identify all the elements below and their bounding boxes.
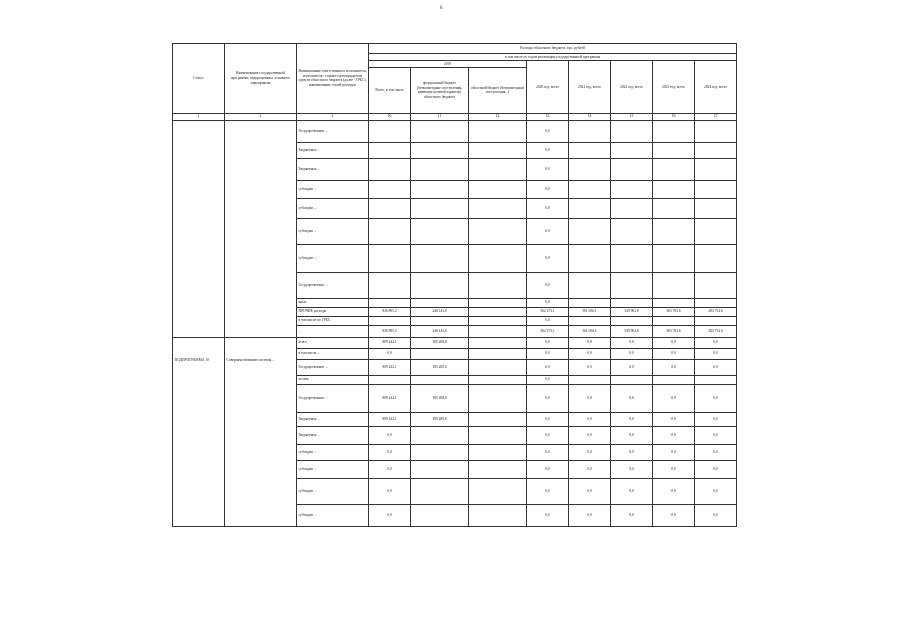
value-cell: 0,0 xyxy=(527,120,569,142)
value-cell: 283 754,6 xyxy=(695,325,737,337)
value-cell xyxy=(695,218,737,244)
value-cell: 0,0 xyxy=(569,384,611,412)
value-cell xyxy=(469,460,527,478)
header-2023: 2023 год, всего xyxy=(653,61,695,114)
value-cell: 0,0 xyxy=(527,426,569,444)
value-cell xyxy=(411,375,469,384)
value-cell: 0,0 xyxy=(695,426,737,444)
value-cell xyxy=(369,158,411,180)
value-cell: 0,0 xyxy=(369,504,411,526)
value-cell: 0,0 xyxy=(369,444,411,460)
value-cell xyxy=(411,444,469,460)
value-cell xyxy=(611,244,653,272)
value-cell xyxy=(469,325,527,337)
row-label: ПРОЧИЕ расходы xyxy=(297,307,369,316)
value-cell: 0,0 xyxy=(653,359,695,375)
row-label: Бюджетные ... xyxy=(297,412,369,426)
row-label: Бюджетные ... xyxy=(297,426,369,444)
row-label: субсидии ... xyxy=(297,180,369,198)
value-cell xyxy=(469,426,527,444)
value-cell: 562 273,1 xyxy=(527,325,569,337)
value-cell xyxy=(653,198,695,218)
header-2019: 2019 xyxy=(369,61,527,68)
header-2020: 2020 год, всего xyxy=(527,61,569,114)
value-cell xyxy=(411,218,469,244)
value-cell: 0,0 xyxy=(569,426,611,444)
value-cell xyxy=(653,375,695,384)
value-cell xyxy=(695,316,737,325)
col-num: 12 xyxy=(469,113,527,120)
value-cell xyxy=(695,375,737,384)
value-cell xyxy=(469,218,527,244)
value-cell: 0,0 xyxy=(611,478,653,504)
header-total: Всего, в том числе xyxy=(369,67,411,113)
value-cell xyxy=(469,359,527,375)
value-cell: 283 754,6 xyxy=(695,307,737,316)
value-cell xyxy=(469,158,527,180)
value-cell xyxy=(469,384,527,412)
header-2021: 2021 год, всего xyxy=(569,61,611,114)
value-cell: 0,0 xyxy=(569,460,611,478)
value-cell: 0,0 xyxy=(527,359,569,375)
value-cell: 185 200,0 xyxy=(411,359,469,375)
value-cell xyxy=(411,348,469,359)
value-cell: 0,0 xyxy=(569,412,611,426)
col-num: 1 xyxy=(173,113,225,120)
value-cell xyxy=(411,180,469,198)
col-num: 17 xyxy=(695,113,737,120)
value-cell xyxy=(611,142,653,158)
value-cell: 0,0 xyxy=(527,348,569,359)
row-label: всего xyxy=(297,337,369,348)
header-2024: 2024 год, всего xyxy=(695,61,737,114)
value-cell: 0,0 xyxy=(611,348,653,359)
row-label: иные xyxy=(297,298,369,307)
value-cell xyxy=(411,298,469,307)
value-cell: 0,0 xyxy=(527,316,569,325)
value-cell: 0,0 xyxy=(527,180,569,198)
value-cell: 0,0 xyxy=(653,478,695,504)
value-cell xyxy=(411,120,469,142)
row-label: в том числе по ГРБС: xyxy=(297,316,369,325)
value-cell: 0,0 xyxy=(569,504,611,526)
value-cell xyxy=(369,298,411,307)
value-cell xyxy=(611,180,653,198)
value-cell: 0,0 xyxy=(527,198,569,218)
value-cell: 0,0 xyxy=(653,337,695,348)
value-cell xyxy=(369,142,411,158)
status-cell xyxy=(173,120,225,337)
value-cell xyxy=(469,180,527,198)
value-cell: 0,0 xyxy=(653,426,695,444)
value-cell xyxy=(369,244,411,272)
value-cell xyxy=(469,272,527,298)
value-cell: 0,0 xyxy=(569,478,611,504)
value-cell: 0,0 xyxy=(653,384,695,412)
value-cell xyxy=(411,426,469,444)
value-cell: 0,0 xyxy=(695,412,737,426)
value-cell: 809 242,1 xyxy=(369,337,411,348)
budget-table xyxy=(172,43,737,527)
col-num: 10 xyxy=(369,113,411,120)
value-cell: 0,0 xyxy=(653,412,695,426)
row-label: субсидии ... xyxy=(297,444,369,460)
value-cell xyxy=(569,120,611,142)
table-row xyxy=(173,120,737,142)
value-cell xyxy=(369,120,411,142)
value-cell xyxy=(369,180,411,198)
col-num: 16 xyxy=(653,113,695,120)
value-cell: 185 200,0 xyxy=(411,412,469,426)
col-num: 2 xyxy=(225,113,297,120)
value-cell xyxy=(411,504,469,526)
value-cell xyxy=(569,158,611,180)
col-num: 13 xyxy=(527,113,569,120)
value-cell xyxy=(469,348,527,359)
row-label: субсидии ... xyxy=(297,218,369,244)
value-cell xyxy=(611,218,653,244)
value-cell: 0,0 xyxy=(695,348,737,359)
header-name: Наименование государственной программы, подпрограммы, основного мероприятия xyxy=(225,44,297,114)
value-cell xyxy=(569,142,611,158)
value-cell xyxy=(653,316,695,325)
program-status: ПОДПРОГРАММА 10 xyxy=(173,337,225,526)
value-cell: 383 765,6 xyxy=(653,325,695,337)
row-label: Государственное ... xyxy=(297,272,369,298)
value-cell xyxy=(411,272,469,298)
row-label: Государственное ... xyxy=(297,120,369,142)
value-cell xyxy=(611,375,653,384)
value-cell xyxy=(411,460,469,478)
value-cell xyxy=(411,198,469,218)
value-cell: 0,0 xyxy=(653,504,695,526)
value-cell: 809 242,1 xyxy=(369,412,411,426)
value-cell: 0,0 xyxy=(369,426,411,444)
value-cell: 0,0 xyxy=(569,337,611,348)
row-label: в том числе ... xyxy=(297,348,369,359)
program-name: Совершенствование системы ... xyxy=(225,337,297,526)
value-cell xyxy=(369,375,411,384)
value-cell xyxy=(469,244,527,272)
value-cell: 0,0 xyxy=(527,298,569,307)
value-cell: 0,0 xyxy=(527,218,569,244)
header-sub: в том числе по годам реализации государственной программы xyxy=(369,54,737,61)
value-cell: 0,0 xyxy=(369,348,411,359)
value-cell: 0,0 xyxy=(611,504,653,526)
value-cell: 549 963,8 xyxy=(611,307,653,316)
value-cell xyxy=(369,218,411,244)
row-label: субсидии ... xyxy=(297,504,369,526)
value-cell: 0,0 xyxy=(369,460,411,478)
value-cell: 0,0 xyxy=(527,142,569,158)
value-cell: 0,0 xyxy=(653,444,695,460)
row-label: субсидии ... xyxy=(297,244,369,272)
value-cell xyxy=(569,316,611,325)
value-cell: 549 963,8 xyxy=(611,325,653,337)
value-cell xyxy=(569,244,611,272)
row-label: ... xyxy=(297,325,369,337)
row-label: Бюджетные ... xyxy=(297,158,369,180)
value-cell: 0,0 xyxy=(527,158,569,180)
row-label: Бюджетные ... xyxy=(297,142,369,158)
value-cell: 0,0 xyxy=(611,384,653,412)
value-cell xyxy=(695,120,737,142)
value-cell: 0,0 xyxy=(527,384,569,412)
value-cell xyxy=(653,298,695,307)
value-cell xyxy=(611,272,653,298)
value-cell xyxy=(569,180,611,198)
value-cell: 0,0 xyxy=(527,478,569,504)
value-cell xyxy=(469,478,527,504)
value-cell xyxy=(569,218,611,244)
value-cell xyxy=(695,244,737,272)
value-cell xyxy=(653,158,695,180)
value-cell: 561 056,1 xyxy=(569,307,611,316)
value-cell xyxy=(569,298,611,307)
value-cell xyxy=(611,198,653,218)
value-cell xyxy=(695,272,737,298)
value-cell xyxy=(469,120,527,142)
value-cell: 0,0 xyxy=(695,359,737,375)
value-cell xyxy=(653,120,695,142)
value-cell xyxy=(695,298,737,307)
row-label: Государственное ... xyxy=(297,359,369,375)
header-top: Расходы областного бюджета, тыс. рублей xyxy=(369,44,737,54)
col-num: 11 xyxy=(411,113,469,120)
value-cell xyxy=(653,180,695,198)
value-cell: 0,0 xyxy=(611,444,653,460)
value-cell: 809 242,1 xyxy=(369,359,411,375)
value-cell: 809 242,1 xyxy=(369,384,411,412)
value-cell: 836 895,2 xyxy=(369,307,411,316)
value-cell xyxy=(469,412,527,426)
value-cell: 383 765,6 xyxy=(653,307,695,316)
value-cell: 0,0 xyxy=(695,460,737,478)
value-cell xyxy=(369,316,411,325)
row-label: из них: xyxy=(297,375,369,384)
value-cell: 0,0 xyxy=(527,244,569,272)
value-cell xyxy=(611,316,653,325)
value-cell: 0,0 xyxy=(527,272,569,298)
value-cell: 0,0 xyxy=(527,444,569,460)
row-label: субсидии ... xyxy=(297,198,369,218)
value-cell xyxy=(469,337,527,348)
value-cell: 185 200,0 xyxy=(411,384,469,412)
value-cell: 0,0 xyxy=(611,359,653,375)
value-cell xyxy=(653,272,695,298)
value-cell: 562 273,1 xyxy=(527,307,569,316)
value-cell: 0,0 xyxy=(695,478,737,504)
value-cell: 0,0 xyxy=(611,337,653,348)
row-label: субсидии ... xyxy=(297,460,369,478)
value-cell: 246 143,0 xyxy=(411,307,469,316)
value-cell: 0,0 xyxy=(695,384,737,412)
value-cell xyxy=(469,198,527,218)
value-cell xyxy=(411,478,469,504)
value-cell: 0,0 xyxy=(569,359,611,375)
value-cell xyxy=(369,272,411,298)
value-cell xyxy=(569,198,611,218)
value-cell xyxy=(469,504,527,526)
value-cell xyxy=(411,244,469,272)
value-cell: 246 143,0 xyxy=(411,325,469,337)
value-cell xyxy=(695,142,737,158)
page-number: 6 xyxy=(440,6,443,11)
value-cell xyxy=(569,375,611,384)
value-cell: 185 200,0 xyxy=(411,337,469,348)
value-cell xyxy=(469,298,527,307)
table-row xyxy=(173,337,737,348)
header-fed: федеральный бюджет (безвозмездные поступления, имеющие целевой характер) областного бюджета xyxy=(411,67,469,113)
value-cell: 0,0 xyxy=(695,444,737,460)
value-cell: 0,0 xyxy=(695,504,737,526)
row-label: Государственное ... xyxy=(297,384,369,412)
header-source: Наименование ответственного исполнителя, исполнителя - главного распорядителя средств областного бюджета (далее - ГРБС), наименование статей расходов xyxy=(297,44,369,114)
value-cell xyxy=(411,158,469,180)
value-cell xyxy=(369,198,411,218)
value-cell: 0,0 xyxy=(569,348,611,359)
value-cell: 0,0 xyxy=(695,337,737,348)
value-cell: 0,0 xyxy=(611,460,653,478)
row-label: субсидии ... xyxy=(297,478,369,504)
value-cell: 836 895,2 xyxy=(369,325,411,337)
value-cell: 0,0 xyxy=(653,460,695,478)
value-cell xyxy=(695,180,737,198)
col-num: 3 xyxy=(297,113,369,120)
value-cell: 0,0 xyxy=(611,426,653,444)
value-cell xyxy=(469,444,527,460)
value-cell xyxy=(611,158,653,180)
value-cell xyxy=(411,316,469,325)
value-cell: 0,0 xyxy=(527,460,569,478)
value-cell xyxy=(469,375,527,384)
value-cell: 0,0 xyxy=(527,337,569,348)
value-cell: 0,0 xyxy=(527,375,569,384)
value-cell xyxy=(653,244,695,272)
value-cell: 0,0 xyxy=(569,444,611,460)
value-cell xyxy=(469,307,527,316)
column-numbers-row xyxy=(173,113,737,120)
header-obl: областной бюджет (безвозмездные поступления...) xyxy=(469,67,527,113)
value-cell xyxy=(411,142,469,158)
value-cell: 0,0 xyxy=(527,504,569,526)
value-cell xyxy=(611,298,653,307)
value-cell: 0,0 xyxy=(611,412,653,426)
value-cell xyxy=(653,218,695,244)
value-cell xyxy=(653,142,695,158)
col-num: 14 xyxy=(569,113,611,120)
value-cell: 0,0 xyxy=(527,412,569,426)
value-cell xyxy=(469,142,527,158)
value-cell xyxy=(469,316,527,325)
value-cell: 0,0 xyxy=(653,348,695,359)
value-cell: 0,0 xyxy=(369,478,411,504)
value-cell: 561 056,1 xyxy=(569,325,611,337)
col-num: 15 xyxy=(611,113,653,120)
value-cell xyxy=(569,272,611,298)
value-cell xyxy=(695,158,737,180)
header-status: Статус xyxy=(173,44,225,114)
header-2022: 2022 год, всего xyxy=(611,61,653,114)
value-cell xyxy=(695,198,737,218)
name-cell xyxy=(225,120,297,337)
value-cell xyxy=(611,120,653,142)
